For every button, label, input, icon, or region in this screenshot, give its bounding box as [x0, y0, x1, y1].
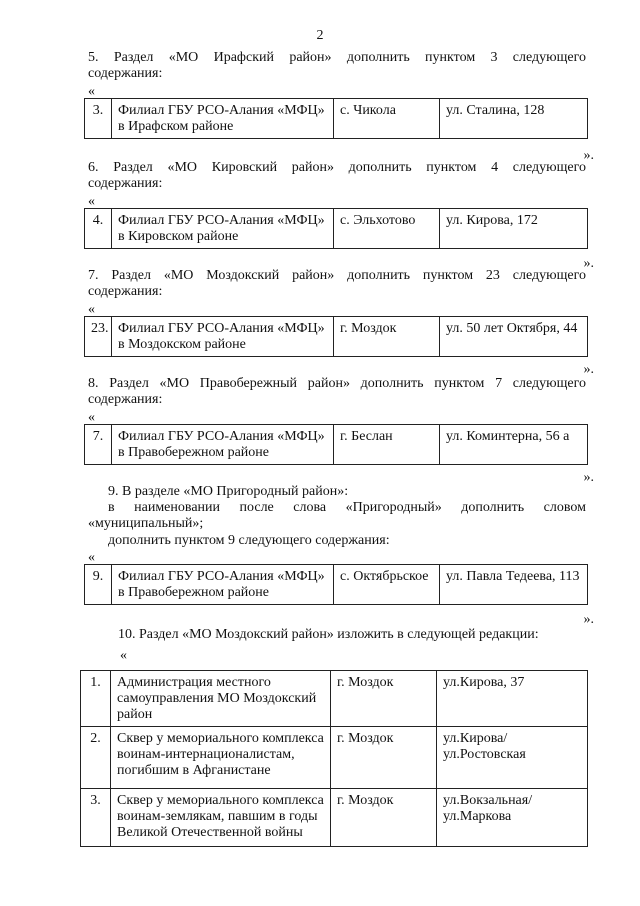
- row-name: Филиал ГБУ РСО-Алания «МФЦ» в Правобережном районе: [112, 565, 334, 605]
- quote-close: ».: [583, 612, 594, 627]
- row-number: 9.: [85, 565, 112, 605]
- quote-open: «: [88, 302, 95, 317]
- quote-open: «: [88, 550, 95, 565]
- row-place: с. Октябрьское: [334, 565, 440, 605]
- table-row: [85, 209, 588, 249]
- section-6-table: [84, 208, 588, 249]
- row-name: Администрация местного самоуправления МО Моздокский район: [111, 671, 331, 727]
- row-address: ул.Вокзальная/ ул.Маркова: [437, 789, 588, 847]
- section-8-heading-cont: содержания:: [88, 392, 163, 407]
- quote-open: «: [88, 84, 95, 99]
- section-9-heading: 9. В разделе «МО Пригородный район»:: [108, 484, 349, 499]
- row-place: г. Моздок: [331, 789, 437, 847]
- row-number: 3.: [81, 789, 111, 847]
- row-address: ул. Кирова, 172: [440, 209, 588, 249]
- row-address: ул.Кирова/ ул.Ростовская: [437, 727, 588, 789]
- section-8-table: [84, 424, 588, 465]
- table-row: [85, 99, 588, 139]
- row-number: 1.: [81, 671, 111, 727]
- section-5-table: [84, 98, 588, 139]
- table-row: [81, 727, 588, 789]
- row-name: Филиал ГБУ РСО-Алания «МФЦ» в Правобережном районе: [112, 425, 334, 465]
- section-8-heading: 8. Раздел «МО Правобережный район» дополнить пунктом 7 следующего: [88, 376, 586, 391]
- row-name: Сквер у мемориального комплекса воинам-интернационалистам, погибшим в Афганистане: [111, 727, 331, 789]
- quote-open: «: [88, 410, 95, 425]
- table-row: [85, 317, 588, 357]
- section-7-heading-cont: содержания:: [88, 284, 163, 299]
- table-row: [85, 425, 588, 465]
- section-9-line-2: «муниципальный»;: [88, 516, 204, 531]
- quote-close: ».: [583, 362, 594, 377]
- row-place: с. Эльхотово: [334, 209, 440, 249]
- row-name: Сквер у мемориального комплекса воинам-землякам, павшим в годы Великой Отечественной войны: [111, 789, 331, 847]
- row-place: с. Чикола: [334, 99, 440, 139]
- section-6-heading-cont: содержания:: [88, 176, 163, 191]
- section-5-heading: 5. Раздел «МО Ирафский район» дополнить пунктом 3 следующего: [88, 50, 586, 65]
- section-7-table: [84, 316, 588, 357]
- row-number: 3.: [85, 99, 112, 139]
- table-row: [81, 671, 588, 727]
- row-place: г. Беслан: [334, 425, 440, 465]
- section-6-heading: 6. Раздел «МО Кировский район» дополнить пунктом 4 следующего: [88, 160, 586, 175]
- quote-close: ».: [583, 148, 594, 163]
- row-address: ул. 50 лет Октября, 44: [440, 317, 588, 357]
- section-10-table: [80, 670, 588, 847]
- row-name: Филиал ГБУ РСО-Алания «МФЦ» в Ирафском районе: [112, 99, 334, 139]
- section-5-heading-cont: содержания:: [88, 66, 163, 81]
- section-10-heading: 10. Раздел «МО Моздокский район» изложить в следующей редакции:: [118, 627, 539, 642]
- section-9-table: [84, 564, 588, 605]
- section-7-heading: 7. Раздел «МО Моздокский район» дополнить пунктом 23 следующего: [88, 268, 586, 283]
- row-place: г. Моздок: [331, 727, 437, 789]
- row-name: Филиал ГБУ РСО-Алания «МФЦ» в Моздокском районе: [112, 317, 334, 357]
- row-number: 2.: [81, 727, 111, 789]
- row-address: ул. Сталина, 128: [440, 99, 588, 139]
- row-place: г. Моздок: [334, 317, 440, 357]
- row-address: ул. Коминтерна, 56 а: [440, 425, 588, 465]
- quote-open: «: [120, 648, 127, 663]
- quote-close: ».: [583, 470, 594, 485]
- section-9-line-3: дополнить пунктом 9 следующего содержания:: [108, 533, 390, 548]
- row-name: Филиал ГБУ РСО-Алания «МФЦ» в Кировском районе: [112, 209, 334, 249]
- quote-close: ».: [583, 256, 594, 271]
- page-number: 2: [316, 28, 324, 43]
- row-place: г. Моздок: [331, 671, 437, 727]
- table-row: [85, 565, 588, 605]
- row-number: 4.: [85, 209, 112, 249]
- row-address: ул. Павла Тедеева, 113: [440, 565, 588, 605]
- row-address: ул.Кирова, 37: [437, 671, 588, 727]
- table-row: [81, 789, 588, 847]
- quote-open: «: [88, 194, 95, 209]
- row-number: 7.: [85, 425, 112, 465]
- row-number: 23.: [85, 317, 112, 357]
- section-9-line-1: в наименовании после слова «Пригородный» дополнить словом: [108, 500, 586, 515]
